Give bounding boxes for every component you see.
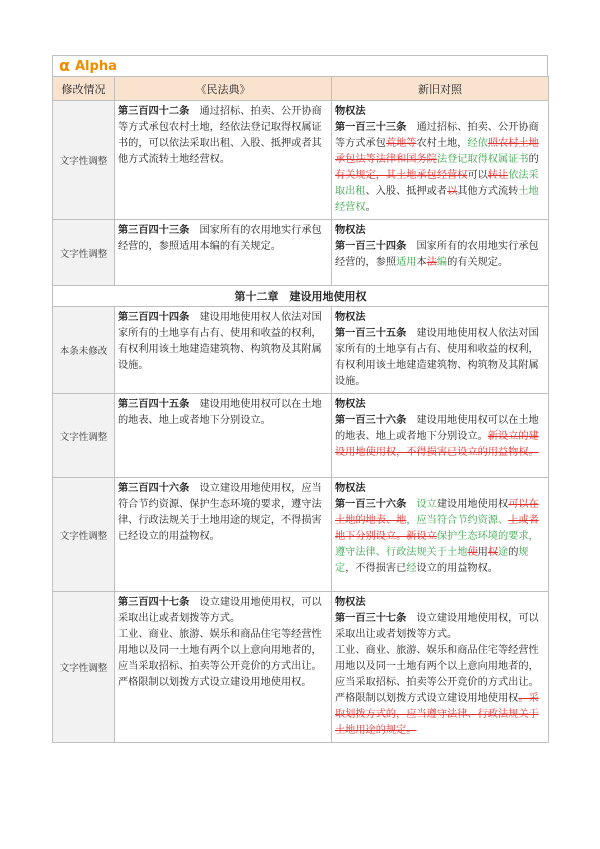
deleted-text: 荒地等 <box>385 138 417 149</box>
added-text: 设立 <box>416 499 437 510</box>
article-paragraph: 工业、商业、旅游、娱乐和商品住宅等经营性用地以及同一土地有两个以上意向用地者的，应当采取招标、拍卖等公开竞价的方式出让。 <box>335 645 539 688</box>
header-comparison: 新旧对照 <box>332 77 549 101</box>
article-heading: 第三百四十六条 <box>118 482 190 494</box>
deleted-text: 。采取划拨方式的，应当遵守法律、行政法规关于土地用途的规定。 <box>335 693 539 736</box>
diff-parts <box>335 499 539 574</box>
deleted-text: 法 <box>426 257 437 268</box>
added-text: 土地经营权 <box>335 186 539 213</box>
header-status: 修改情况 <box>53 77 115 101</box>
law-name: 物权法 <box>335 224 366 236</box>
article-text: 的 <box>528 154 539 165</box>
header-civil-code: 《民法典》 <box>115 77 332 101</box>
comparison-cell <box>332 307 549 394</box>
comparison-cell <box>332 478 549 592</box>
article-text: 建设用地使用权 <box>436 499 509 510</box>
law-name: 物权法 <box>335 482 366 494</box>
diff-text <box>335 238 546 271</box>
deleted-text: 以 <box>447 186 458 197</box>
table-row <box>53 592 549 743</box>
law-name: 物权法 <box>335 596 366 608</box>
civil-code-cell <box>115 394 332 478</box>
diff-text <box>335 691 546 739</box>
added-text: 保护生态环境的要求，遵守法律、行政法规关于土地 <box>335 531 539 558</box>
chapter-row <box>53 286 549 307</box>
article-text: 通过招标、拍卖、公开协商等方式承包 <box>335 122 539 149</box>
status-cell: 文字性调整 <box>53 220 115 286</box>
article-text: 、入股、抵押或者 <box>365 186 448 197</box>
chapter-title: 第十二章 建设用地使用权 <box>53 286 549 307</box>
added-text: 经依 <box>467 138 488 149</box>
comparison-table <box>52 76 549 743</box>
added-text: ，应当符合节约资源、 <box>406 515 509 526</box>
article-heading: 第一百三十六条 <box>335 498 407 510</box>
article-text: 用 <box>477 547 488 558</box>
article-heading: 第一百三十六条 <box>335 414 407 426</box>
article-body: 设立建设用地使用权，可以采取出让或者划拨等方式。 <box>118 597 322 624</box>
article-heading: 第三百四十七条 <box>118 596 190 608</box>
article-text: 的 <box>508 547 519 558</box>
article-body: 建设用地使用权可以在土地的地表、地上或者地下分别设立。 <box>118 399 322 426</box>
civil-code-cell <box>115 307 332 394</box>
table-header-row <box>53 77 549 101</box>
article-text: 。 <box>365 202 376 213</box>
article-text: ，不得损害已 <box>345 563 407 574</box>
law-name: 物权法 <box>335 311 366 323</box>
comparison-cell <box>332 394 549 478</box>
status-cell: 文字性调整 <box>53 592 115 743</box>
law-name: 物权法 <box>335 105 366 117</box>
added-text: 登记取得权属证书 <box>447 154 529 165</box>
article-text: 设立的用益物权。 <box>416 563 498 574</box>
civil-code-cell <box>115 220 332 286</box>
civil-code-cell <box>115 592 332 743</box>
deleted-text: 上或者地下分别设立。新设立 <box>335 515 539 542</box>
law-name: 物权法 <box>335 398 366 410</box>
diff-parts <box>335 122 539 213</box>
diff-text <box>335 412 546 461</box>
document-page <box>52 55 548 743</box>
added-text: 依法采取出租 <box>335 170 539 197</box>
deleted-text: 权 <box>487 547 498 558</box>
article-paragraph: 严格限制以划拨方式设立建设用地使用权。 <box>118 677 312 688</box>
added-text: 法 <box>436 154 448 165</box>
article-text: 国家所有的农用地实行承包经营的，参照 <box>335 241 539 268</box>
diff-text <box>335 496 546 577</box>
article-paragraph: 工业、商业、旅游、娱乐和商品住宅等经营性用地以及同一土地有两个以上意向用地者的，应当采取招标、拍卖等公开竞价的方式出让。 <box>118 629 322 672</box>
table-row <box>53 394 549 478</box>
added-text: 途 <box>498 547 509 558</box>
deleted-text: 可以在土地的地表、地 <box>335 499 539 526</box>
logo-bar <box>52 55 548 76</box>
article-heading: 第三百四十三条 <box>118 224 190 236</box>
article-text: 可以 <box>467 170 488 181</box>
diff-text <box>335 325 546 390</box>
alpha-logo-icon: α <box>59 56 70 75</box>
table-row <box>53 101 549 220</box>
deleted-text: 照农村土地承包法等法律和国务院 <box>335 138 539 165</box>
article-body: 设立建设用地使用权，可以采取出让或者划拨等方式。 <box>335 613 539 640</box>
article-text: 本 <box>416 257 427 268</box>
article-heading: 第三百四十二条 <box>118 105 190 117</box>
status-cell: 文字性调整 <box>53 394 115 478</box>
article-text <box>406 499 416 510</box>
deleted-text: 新设立的建设用地使用权，不得损害已设立的用益物权。 <box>335 431 539 458</box>
article-body: 国家所有的农用地实行承包经营的，参照适用本编的有关规定。 <box>118 225 322 252</box>
table-row <box>53 478 549 592</box>
status-cell: 文字性调整 <box>53 101 115 220</box>
civil-code-cell <box>115 478 332 592</box>
deleted-text: 转让 <box>487 170 509 181</box>
table-row <box>53 220 549 286</box>
logo-text: Alpha <box>75 58 117 74</box>
status-cell: 文字性调整 <box>53 478 115 592</box>
article-text: 其他方式流转 <box>457 186 519 197</box>
table-row <box>53 307 549 394</box>
article-text: 严格限制以划拨方式设立建设用地使用权 <box>335 693 519 704</box>
article-heading: 第一百三十四条 <box>335 240 407 252</box>
civil-code-cell <box>115 101 332 220</box>
article-body: 建设用地使用权人依法对国家所有的土地享有占有、使用和收益的权利，有权利用该土地建造建筑物、构筑物及其附属设施。 <box>118 312 322 371</box>
comparison-cell <box>332 220 549 286</box>
deleted-text: 使 <box>467 547 478 558</box>
deleted-text: 有关规定，其土地承包经营权 <box>335 170 468 181</box>
article-heading: 第三百四十五条 <box>118 398 190 410</box>
article-heading: 第三百四十四条 <box>118 311 190 323</box>
article-heading: 第一百三十三条 <box>335 121 407 133</box>
article-body: 设立建设用地使用权，应当符合节约资源、保护生态环境的要求，遵守法律、行政法规关于土地用途的规定，不得损害已经设立的用益物权。 <box>118 483 322 542</box>
article-heading: 第一百三十七条 <box>335 612 407 624</box>
article-text: 农村土地， <box>416 138 468 149</box>
added-text: 适用 <box>396 257 417 268</box>
status-cell: 本条未修改 <box>53 307 115 394</box>
article-body: 通过招标、拍卖、公开协商等方式承包农村土地，经依法登记取得权属证书的，可以依法采取出租、入股、抵押或者其他方式流转土地经营权。 <box>118 106 322 165</box>
comparison-cell <box>332 101 549 220</box>
article-text: 建设用地使用权人依法对国家所有的土地享有占有、使用和收益的权利，有权利用该土地建造建筑物、构筑物及其附属设施。 <box>335 328 539 387</box>
added-text: 规定 <box>335 547 529 574</box>
diff-text <box>335 119 546 216</box>
article-heading: 第一百三十五条 <box>335 327 407 339</box>
comparison-cell <box>332 592 549 743</box>
added-text: 编 <box>436 257 448 268</box>
added-text: 经 <box>406 563 417 574</box>
article-text: 的有关规定。 <box>447 257 509 268</box>
article-text: 建设用地使用权可以在土地的地表、地上或者地下分别设立。 <box>335 415 539 442</box>
